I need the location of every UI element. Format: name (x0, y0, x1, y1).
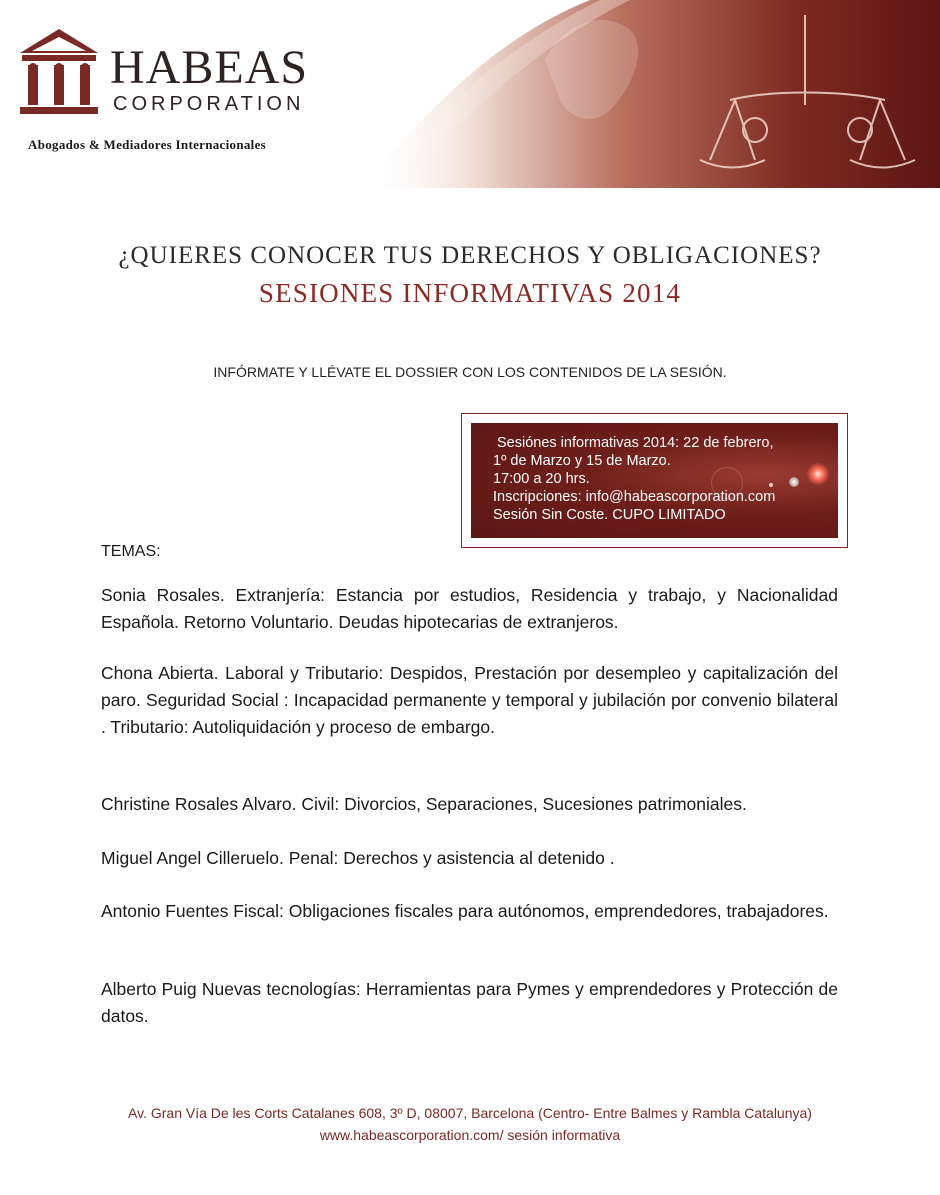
info-line-cost: Sesión Sin Coste. CUPO LIMITADO (493, 507, 726, 523)
topic-item: Chona Abierta. Laboral y Tributario: Despidos, Prestación por desempleo y capitalización del paro. Seguridad Social : Incapacidad permanente y temporal y jubilación por convenio bilateral . Tributario: Autoliquidación y proceso de embargo. (101, 663, 838, 737)
topic-item: Sonia Rosales. Extranjería: Estancia por estudios, Residencia y trabajo, y Nacionalidad Española. Retorno Voluntario. Deudas hipotecarias de extranjeros. (101, 585, 838, 632)
sessions-title: SESIONES INFORMATIVAS 2014 (258, 278, 682, 308)
intro-text: INFÓRMATE Y LLÉVATE EL DOSSIER CON LOS CONTENIDOS DE LA SESIÓN. (213, 364, 727, 380)
brand-subtitle: CORPORATION (113, 93, 305, 115)
light-dot-small-icon (769, 483, 773, 487)
session-info-frame (461, 413, 848, 548)
footer-website-link[interactable]: www.habeascorporation.com/ sesión informativa (319, 1127, 621, 1143)
light-dot-icon (789, 477, 799, 487)
info-line-dates: Sesiónes informativas 2014: 22 de febrero, (497, 435, 774, 451)
question-heading: ¿QUIERES CONOCER TUS DERECHOS Y OBLIGACIONES? (118, 242, 822, 269)
brand-tagline: Abogados & Mediadores Internacionales (28, 137, 267, 152)
topic-item: Christine Rosales Alvaro. Civil: Divorcios, Separaciones, Sucesiones patrimoniales. (101, 794, 747, 814)
scales-of-justice-banner (330, 0, 940, 188)
session-info-box (471, 423, 838, 538)
courthouse-logo-icon (18, 27, 100, 115)
header (0, 0, 940, 190)
info-line-registration: Inscripciones: info@habeascorporation.com (493, 489, 776, 505)
topics-label: TEMAS: (101, 543, 161, 560)
brand-name: HABEAS (110, 41, 309, 94)
topic-item: Miguel Angel Cilleruelo. Penal: Derechos y asistencia al detenido . (101, 848, 615, 868)
info-line-time: 17:00 a 20 hrs. (493, 471, 590, 487)
footer-address: Av. Gran Vía De les Corts Catalanes 608, 3º D, 08007, Barcelona (Centro- Entre Balmes y Rambla Catalunya) (128, 1105, 812, 1121)
topic-item: Antonio Fuentes Fiscal: Obligaciones fiscales para autónomos, emprendedores, trabajadores. (101, 901, 829, 921)
info-line-dates-cont: 1º de Marzo y 15 de Marzo. (493, 453, 671, 469)
topic-item: Alberto Puig Nuevas tecnologías: Herramientas para Pymes y emprendedores y Protección de datos. (101, 979, 838, 1026)
light-flare-icon (807, 463, 829, 485)
